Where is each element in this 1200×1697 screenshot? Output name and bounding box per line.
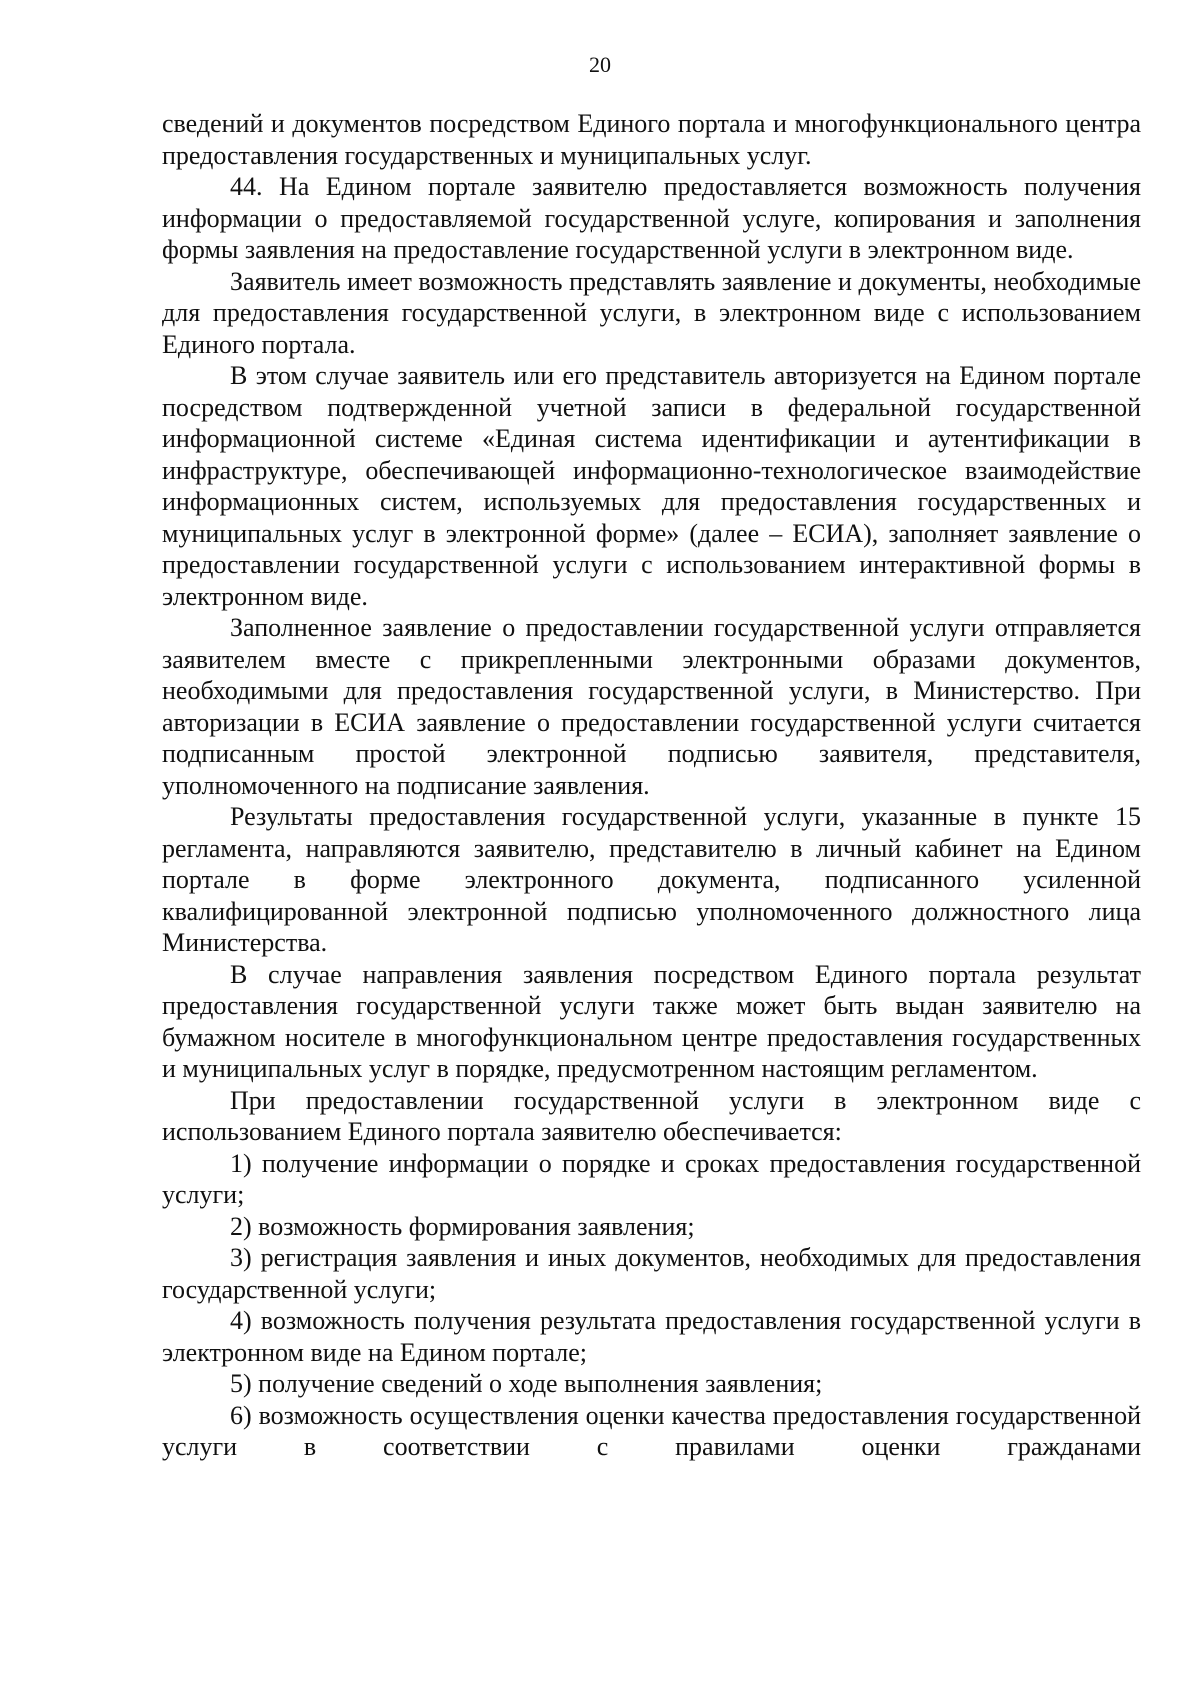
list-item-4: 4) возможность получения результата предоставления государственной услуги в электронном виде на Едином портале; (162, 1306, 1141, 1367)
list-item-1: 1) получение информации о порядке и сроках предоставления государственной услуги; (162, 1148, 1141, 1209)
page-number: 20 (589, 52, 611, 77)
list-item-6: 6) возможность осуществления оценки качества предоставления государственной услуги в соответствии с правилами оценки гражданами (162, 1400, 1141, 1461)
paragraph-paper-result: В случае направления заявления посредством Единого портала результат предоставления государственной услуги также может быть выдан заявителю на бумажном носителе в многофункциональном центре предоставления государственных и муниципальных услуг в порядке, предусмотренном настоящим регламентом. (162, 959, 1141, 1083)
paragraph-application-submission: Заполненное заявление о предоставлении государственной услуги отправляется заявителем вместе с прикрепленными электронными образами документов, необходимыми для предоставления государственной услуги, в Министерство. При авторизации в ЕСИА заявление о предоставлении государственной услуги считается подписанным простой электронной подписью заявителя, представителя, уполномоченного на подписание заявления. (162, 613, 1141, 800)
paragraph-portal-provisions: При предоставлении государственной услуги в электронном виде с использованием Единого портала заявителю обеспечивается: (162, 1085, 1141, 1146)
paragraph-esia-authorization: В этом случае заявитель или его представитель авторизуется на Едином портале посредством подтвержденной учетной записи в федеральной государственной информационной системе «Единая система идентификации и аутентификации в инфраструктуре, обеспечивающей информационно-технологическое взаимодействие информационных систем, используемых для предоставления государственных и муниципальных услуг в электронной форме» (далее – ЕСИА), заполняет заявление о предоставлении государственной услуги с использованием интерактивной формы в электронном виде. (162, 361, 1141, 611)
list-item-3: 3) регистрация заявления и иных документов, необходимых для предоставления государственной услуги; (162, 1243, 1141, 1304)
document-body (162, 108, 1141, 1463)
list-item-2: 2) возможность формирования заявления; (230, 1211, 695, 1241)
paragraph-results-delivery: Результаты предоставления государственной услуги, указанные в пункте 15 регламента, направляются заявителю, представителю в личный кабинет на Едином портале в форме электронного документа, подписанного усиленной квалифицированной электронной подписью уполномоченного должностного лица Министерства. (162, 802, 1141, 957)
paragraph-continuation: сведений и документов посредством Единого портала и многофункционального центра предоставления государственных и муниципальных услуг. (162, 109, 1141, 170)
paragraph-item-44: 44. На Едином портале заявителю предоставляется возможность получения информации о предоставляемой государственной услуге, копирования и заполнения формы заявления на предоставление государственной услуги в электронном виде. (162, 172, 1141, 264)
list-item-5: 5) получение сведений о ходе выполнения заявления; (230, 1369, 823, 1398)
paragraph-applicant-rights: Заявитель имеет возможность представлять заявление и документы, необходимые для предоставления государственной услуги, в электронном виде с использованием Единого портала. (162, 266, 1141, 359)
